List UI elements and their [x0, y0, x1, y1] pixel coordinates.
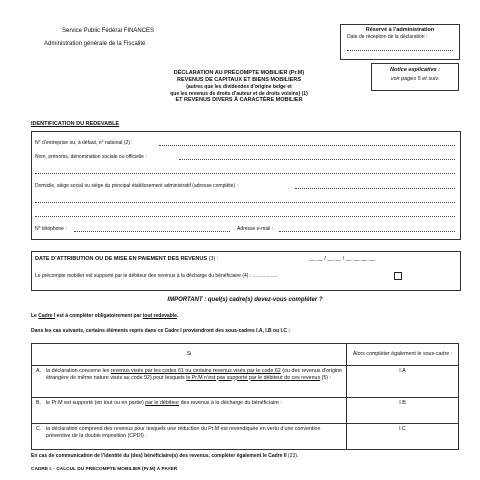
identification-box	[31, 131, 461, 240]
burden-text: Le précompte mobilier est supporté par le débiteur des revenus à la décharge du bénéficiaire (4) : ..................	[35, 273, 278, 279]
email-field[interactable]	[279, 231, 455, 232]
row-b-letter: B.	[36, 400, 42, 406]
table-header-row	[32, 344, 459, 366]
attribution-note: (3) :	[208, 256, 219, 262]
title-line-3: (autres que les dividendes d’origine belge et	[186, 84, 292, 90]
row-b-cadre: I.B	[347, 398, 459, 424]
row-c-text: la déclaration comprend des revenus pour lesquels une réduction du Pr.M est revendiquée en vertu d’une convention préventive de la double imposition (CPDI) :	[46, 426, 321, 439]
table-row	[32, 424, 459, 450]
cases-table	[31, 343, 459, 450]
table-row	[32, 398, 459, 424]
row-a-letter: A.	[36, 368, 42, 374]
footer-note-ref: (23).	[288, 453, 299, 459]
row-c-cadre: I.C	[347, 424, 459, 450]
header-alors: Alors compléter également le sous-cadre :	[347, 344, 459, 366]
attribution-heading: DATE D’ATTRIBUTION OU DE MISE EN PAIEMENT DES REVENUS	[35, 256, 208, 262]
cases-intro: Dans les cas suivants, certains éléments repris dans ce Cadre I proviendront des sous-cadres I.A, I.B ou I.C :	[31, 328, 290, 334]
declaration-title	[128, 70, 350, 104]
identification-heading: IDENTIFICATION DU REDEVABLE	[31, 121, 120, 127]
row-a-condition	[32, 366, 347, 398]
notice-box	[371, 63, 459, 91]
title-line-1: DÉCLARATION AU PRÉCOMPTE MOBILIER (Pr.M)	[173, 70, 305, 76]
title-line-2: REVENUS DE CAPITAUX ET BIENS MOBILIERS	[177, 77, 301, 83]
footer-note	[31, 453, 298, 460]
cadre-intro-5: .	[176, 313, 179, 319]
cadre-intro-1: Le	[31, 313, 39, 319]
address-field-line-3[interactable]	[35, 216, 455, 217]
admin-box-title: Réservé à l’administration	[365, 27, 435, 33]
cadre-intro-4: tout redevable	[142, 313, 177, 319]
burden-checkbox[interactable]	[394, 272, 402, 280]
org-administration: Administration générale de la Fiscalité	[44, 41, 146, 47]
row-a-cadre: I.A	[347, 366, 459, 398]
address-label: Domicile, siège social ou siège du principal établissement administratif (adresse complète) :	[35, 183, 238, 189]
reception-date-line[interactable]	[347, 50, 453, 51]
row-b-condition	[32, 398, 347, 424]
cadre-intro	[31, 313, 178, 320]
row-b-text: le Pr.M est supporté (en tout ou en partie) par le débiteur des revenus à la décharge du bénéficiaire :	[46, 400, 282, 406]
important-question: IMPORTANT : quel(s) cadre(s) devez-vous compléter ?	[167, 297, 323, 303]
phone-label: N° téléphone :	[35, 226, 67, 232]
notice-text: voir pages 5 et suiv.	[390, 76, 440, 82]
name-field[interactable]	[179, 159, 455, 160]
row-c-letter: C.	[36, 426, 42, 432]
enterprise-number-field[interactable]	[159, 145, 455, 146]
cadre-i-heading: CADRE I. - CALCUL DU PRÉCOMPTE MOBILIER (Pr.M) À PAYER	[31, 467, 178, 472]
row-a-text: la déclaration concerne les revenus visés par les codes 61 ou certains revenus visés par le code 62 (ou des revenus d’origine étrangère de même nature visés au code 92) pour lesquels le Pr.M n’est pas supporté par le débiteur de ces revenus (5) :	[46, 368, 342, 381]
cadre-intro-3: est à compléter obligatoirement par	[55, 313, 143, 319]
notice-title: Notice explicative :	[390, 67, 440, 73]
name-field-line-2[interactable]	[35, 173, 455, 174]
address-field-line-2[interactable]	[35, 202, 455, 203]
address-field[interactable]	[295, 188, 455, 189]
phone-field[interactable]	[74, 231, 230, 232]
attribution-heading-row	[35, 256, 218, 263]
name-label: Nom, prénoms, dénomination sociale ou officielle :	[35, 154, 147, 160]
admin-reserved-box	[340, 24, 460, 60]
cadre-intro-2: Cadre I	[38, 313, 56, 319]
table-row	[32, 366, 459, 398]
attribution-date-field[interactable]: __ __ / __ __ / __ __ __ __	[309, 256, 375, 262]
org-name: Service Public Fédéral FINANCES	[62, 28, 155, 34]
title-line-5: ET REVENUS DIVERS À CARACTÈRE MOBILIER	[175, 97, 303, 103]
email-label: Adresse e-mail :	[237, 226, 274, 232]
title-line-4: que les revenus de droits d’auteur et de droits voisins) (1)	[170, 90, 308, 97]
footer-note-main: En cas de communication de l’identité du (des) bénéficiaire(s) des revenus, compléter également le Cadre II	[31, 453, 287, 459]
attribution-box	[31, 251, 461, 291]
row-c-condition	[32, 424, 347, 450]
admin-box-label: Date de réception de la déclaration :	[347, 34, 428, 40]
enterprise-number-label: N° d’entreprise ou, à défaut, n° national (2) :	[35, 140, 133, 146]
header-si: Si	[32, 344, 347, 366]
